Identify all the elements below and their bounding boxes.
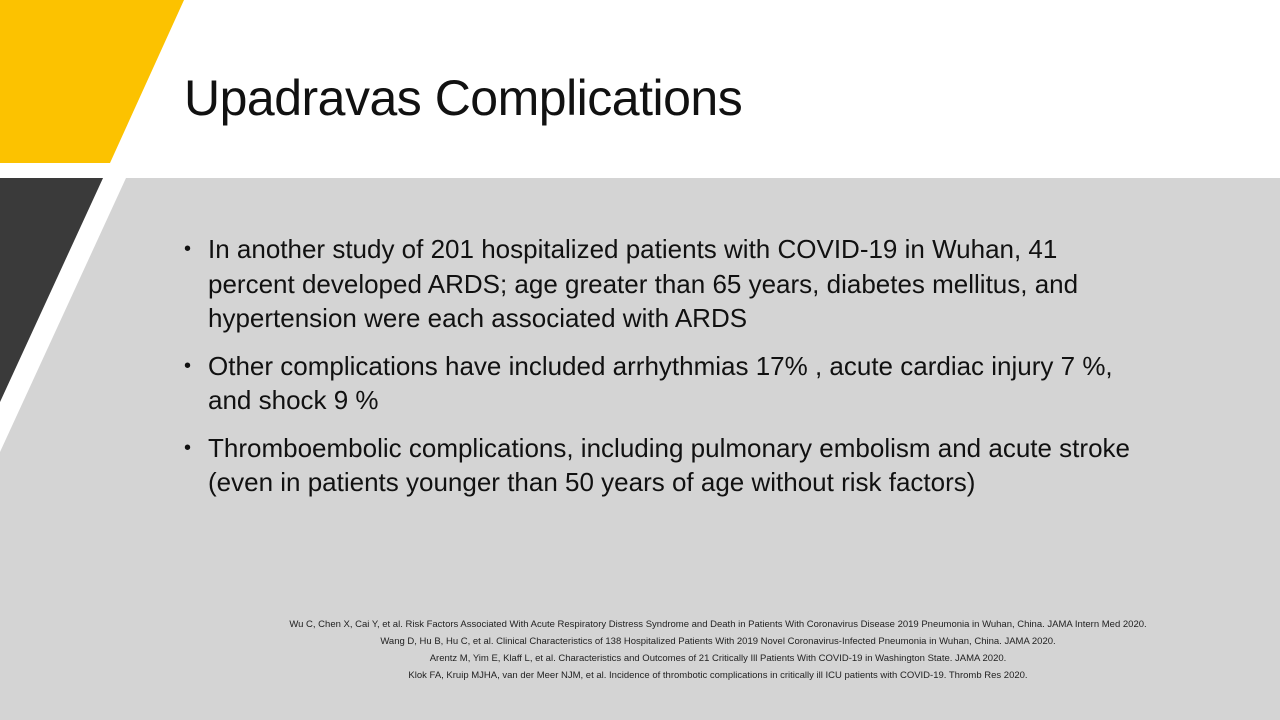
reference-item: Klok FA, Kruip MJHA, van der Meer NJM, et al. Incidence of thrombotic complications in critically ill ICU patients with COVID-19. Thromb Res 2020. <box>408 670 1028 681</box>
bullet-item <box>184 349 1144 418</box>
reference-item: Wang D, Hu B, Hu C, et al. Clinical Characteristics of 138 Hospitalized Patients With 2019 Novel Coronavirus-Infected Pneumonia in Wuhan, China. JAMA 2020. <box>380 636 1056 647</box>
bullet-icon: • <box>184 238 192 260</box>
slide-title: Upadravas Complications <box>184 70 743 126</box>
bullet-item <box>184 431 1144 500</box>
bullet-text: In another study of 201 hospitalized patients with COVID-19 in Wuhan, 41 percent developed ARDS; age greater than 65 years, diabetes mellitus, and hypertension were each associated with ARDS <box>208 234 1079 333</box>
yellow-accent-shape <box>0 0 184 163</box>
bullet-list <box>184 232 1144 513</box>
bullet-item <box>184 232 1144 336</box>
bullet-text: Other complications have included arrhythmias 17% , acute cardiac injury 7 %, and shock 9 % <box>208 350 1113 415</box>
bullet-icon: • <box>184 436 192 459</box>
bullet-icon: • <box>184 354 192 377</box>
bullet-text: Thromboembolic complications, including pulmonary embolism and acute stroke (even in patients younger than 50 years of age without risk factors) <box>208 432 1130 497</box>
reference-item: Arentz M, Yim E, Klaff L, et al. Characteristics and Outcomes of 21 Critically Ill Patients With COVID-19 in Washington State. JAMA 2020. <box>429 653 1007 664</box>
reference-item: Wu C, Chen X, Cai Y, et al. Risk Factors Associated With Acute Respiratory Distress Syndrome and Death in Patients With Coronavirus Disease 2019 Pneumonia in Wuhan, China. JAMA Intern Med 2020. <box>289 619 1147 630</box>
references <box>280 618 1156 686</box>
